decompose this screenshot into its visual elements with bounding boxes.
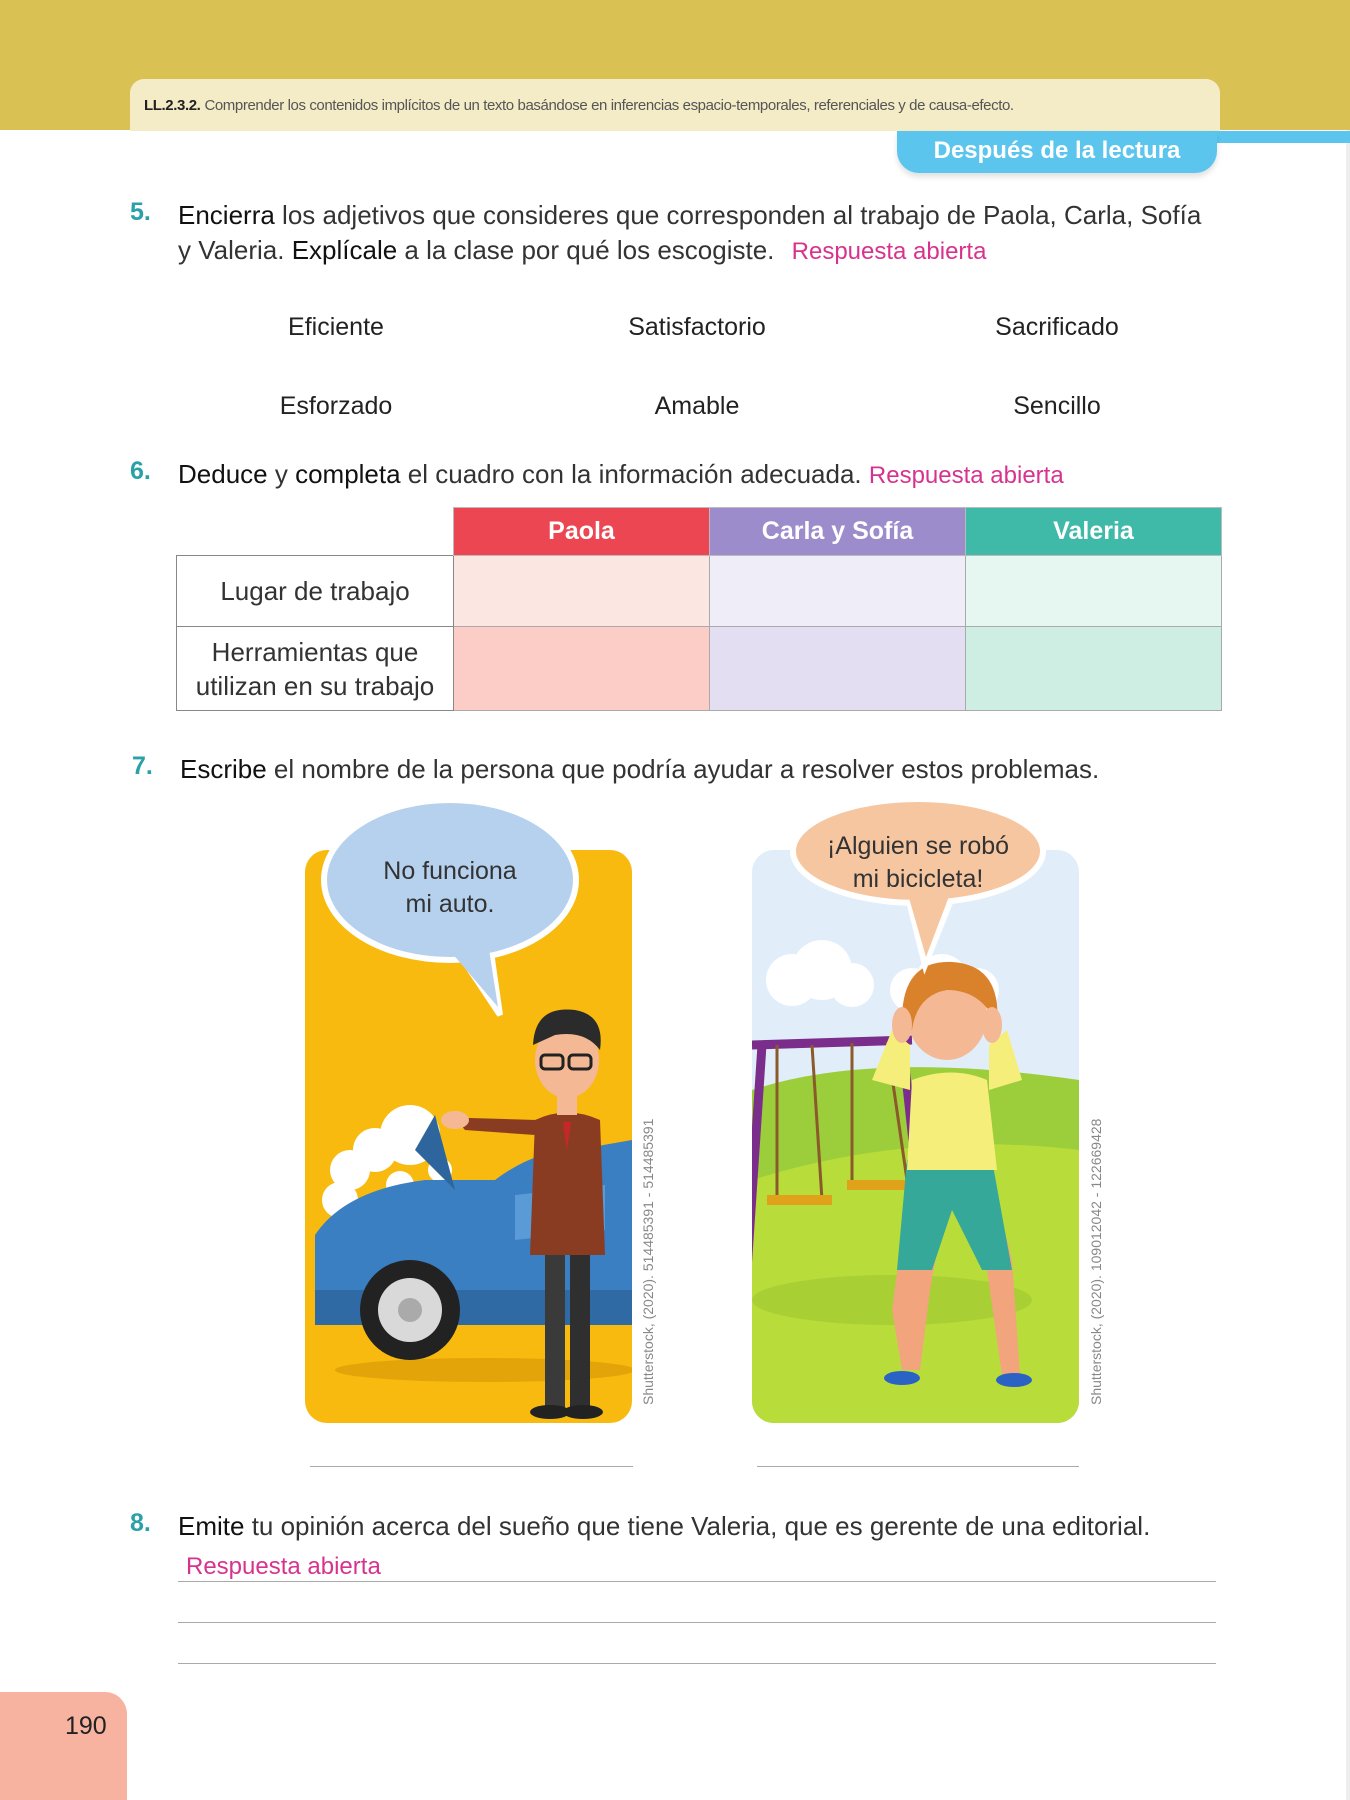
q8-number: 8. bbox=[130, 1509, 151, 1537]
bubble-1-text bbox=[330, 855, 570, 921]
q8-text: tu opinión acerca del sueño que tiene Valeria, que es gerente de una editorial. bbox=[244, 1511, 1151, 1541]
q5-text-2: y Valeria. bbox=[178, 235, 292, 265]
q6-answer: Respuesta abierta bbox=[868, 462, 1064, 489]
writing-line-3[interactable] bbox=[178, 1663, 1216, 1664]
info-table bbox=[176, 507, 1222, 711]
row-label-herramientas bbox=[177, 627, 454, 711]
bubble-1-line-1: No funciona bbox=[383, 857, 517, 885]
writing-line-1[interactable] bbox=[178, 1581, 1216, 1582]
answer-line-1[interactable] bbox=[310, 1466, 633, 1467]
page-number: 190 bbox=[65, 1712, 107, 1740]
bubble-2-line-2: mi bicicleta! bbox=[852, 865, 984, 893]
adjective-esforzado[interactable]: Esforzado bbox=[279, 392, 393, 420]
q5-text-1: los adjetivos que consideres que corresponden al trabajo de Paola, Carla, Sofía bbox=[274, 200, 1202, 230]
adjective-sencillo[interactable]: Sencillo bbox=[1013, 392, 1101, 420]
bubble-2-line-1: ¡Alguien se robó bbox=[826, 832, 1010, 860]
page-number-tab bbox=[0, 1692, 127, 1800]
skill-text: Comprender los contenidos implícitos de un texto basándose en inferencias espacio-temporales, referenciales y de causa-efecto. bbox=[204, 96, 1014, 114]
page-edge bbox=[1346, 130, 1350, 1800]
table-row bbox=[177, 556, 1222, 627]
q5-verb-1: Encierra bbox=[178, 200, 275, 230]
skill-code: LL.2.3.2. bbox=[144, 96, 201, 114]
q6-number: 6. bbox=[130, 457, 151, 485]
cell-paola-lugar[interactable] bbox=[454, 556, 710, 627]
answer-line-2[interactable] bbox=[757, 1466, 1079, 1467]
q6-text-2: el cuadro con la información adecuada. bbox=[400, 459, 862, 489]
row-label-lugar: Lugar de trabajo bbox=[177, 556, 454, 627]
row-label-herramientas-line-2: utilizan en su trabajo bbox=[195, 670, 435, 701]
table-row bbox=[177, 627, 1222, 711]
bubble-1-line-2: mi auto. bbox=[405, 890, 495, 918]
writing-line-2[interactable] bbox=[178, 1622, 1216, 1623]
table-corner bbox=[177, 508, 454, 556]
q6-text-1: y bbox=[267, 459, 296, 489]
q5-text-3: a la clase por qué los escogiste. bbox=[397, 235, 775, 265]
q8-answer: Respuesta abierta bbox=[186, 1553, 381, 1580]
column-valeria: Valeria bbox=[966, 508, 1222, 556]
column-paola: Paola bbox=[454, 508, 710, 556]
skill-statement bbox=[130, 79, 1220, 131]
section-tab-strip bbox=[1200, 131, 1350, 143]
q8-prompt bbox=[178, 1509, 1238, 1544]
adjective-satisfactorio[interactable]: Satisfactorio bbox=[628, 313, 766, 341]
column-carla-sofia: Carla y Sofía bbox=[710, 508, 966, 556]
q6-prompt bbox=[178, 457, 1228, 493]
q7-number: 7. bbox=[132, 752, 153, 780]
q6-verb-2: completa bbox=[295, 459, 401, 489]
table-header-row bbox=[177, 508, 1222, 556]
row-label-herramientas-line-1: Herramientas que bbox=[211, 636, 419, 667]
credit-1: Shutterstock, (2020). 514485391 - 514485391 bbox=[640, 1118, 656, 1405]
cell-valeria-lugar[interactable] bbox=[966, 556, 1222, 627]
q7-text: el nombre de la persona que podría ayudar a resolver estos problemas. bbox=[266, 754, 1100, 784]
q8-verb: Emite bbox=[178, 1511, 245, 1541]
q5-answer: Respuesta abierta bbox=[791, 238, 987, 265]
bubble-2-text bbox=[798, 830, 1038, 896]
cell-carla-lugar[interactable] bbox=[710, 556, 966, 627]
adjective-sacrificado[interactable]: Sacrificado bbox=[995, 313, 1119, 341]
q5-verb-2: Explícale bbox=[291, 235, 398, 265]
credit-2: Shutterstock, (2020). 109012042 - 122669428 bbox=[1088, 1118, 1104, 1405]
q5-prompt bbox=[178, 198, 1228, 269]
q6-verb-1: Deduce bbox=[178, 459, 268, 489]
section-tab: Después de la lectura bbox=[897, 131, 1217, 173]
adjective-amable[interactable]: Amable bbox=[654, 392, 740, 420]
cell-valeria-herramientas[interactable] bbox=[966, 627, 1222, 711]
adjective-eficiente[interactable]: Eficiente bbox=[288, 313, 384, 341]
q5-number: 5. bbox=[130, 198, 151, 226]
cell-paola-herramientas[interactable] bbox=[454, 627, 710, 711]
cell-carla-herramientas[interactable] bbox=[710, 627, 966, 711]
q7-prompt bbox=[180, 752, 1230, 787]
q7-verb: Escribe bbox=[180, 754, 267, 784]
